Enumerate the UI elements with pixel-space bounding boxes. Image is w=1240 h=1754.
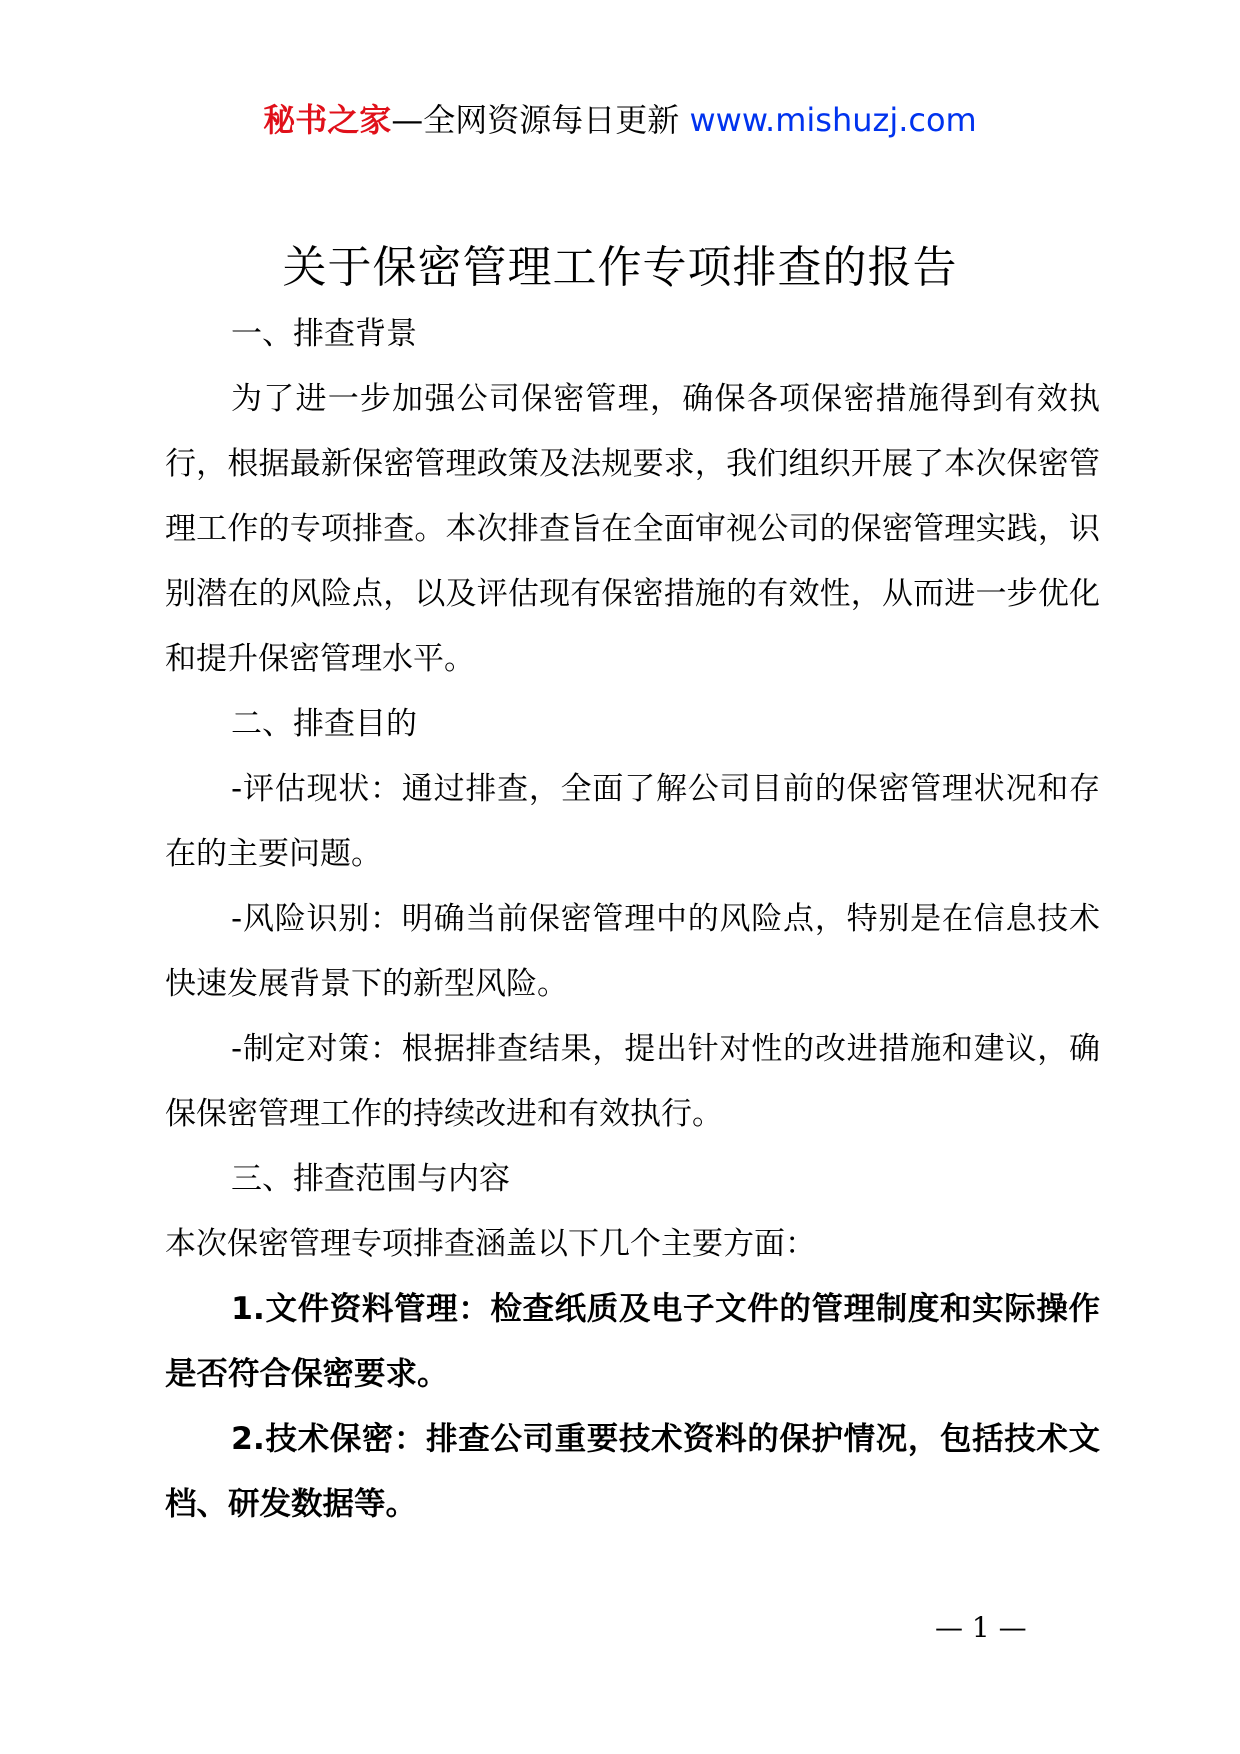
brand-name: 秘书之家 — [263, 101, 392, 139]
section-heading-background: 一、排查背景 — [231, 316, 417, 352]
site-url-link[interactable]: www.mishuzj.com — [689, 101, 977, 139]
section-heading-scope: 三、排查范围与内容 — [231, 1161, 510, 1197]
scope-item-documents: 1.文件资料管理：检查纸质及电子文件的管理制度和实际操作是否符合保密要求。 — [165, 1291, 1100, 1392]
scope-item-technology: 2.技术保密：排查公司重要技术资料的保护情况，包括技术文档、研发数据等。 — [165, 1421, 1100, 1522]
site-banner — [0, 98, 1240, 142]
document-body — [165, 302, 1100, 1537]
section-heading-purpose: 二、排查目的 — [231, 706, 417, 742]
page-number: — 1 — — [935, 1611, 1027, 1644]
scope-intro: 本次保密管理专项排查涵盖以下几个主要方面： — [165, 1226, 816, 1262]
purpose-item-countermeasures: -制定对策：根据排查结果，提出针对性的改进措施和建议，确保保密管理工作的持续改进和有效执行。 — [165, 1031, 1100, 1132]
purpose-item-risk: -风险识别：明确当前保密管理中的风险点，特别是在信息技术快速发展背景下的新型风险。 — [165, 901, 1100, 1002]
banner-tagline: —全网资源每日更新 — [391, 101, 690, 139]
document-title: 关于保密管理工作专项排查的报告 — [282, 242, 958, 293]
background-paragraph: 为了进一步加强公司保密管理，确保各项保密措施得到有效执行，根据最新保密管理政策及法规要求，我们组织开展了本次保密管理工作的专项排查。本次排查旨在全面审视公司的保密管理实践，识别潜在的风险点，以及评估现有保密措施的有效性，从而进一步优化和提升保密管理水平。 — [165, 381, 1100, 677]
purpose-item-assess: -评估现状：通过排查，全面了解公司目前的保密管理状况和存在的主要问题。 — [165, 771, 1100, 872]
